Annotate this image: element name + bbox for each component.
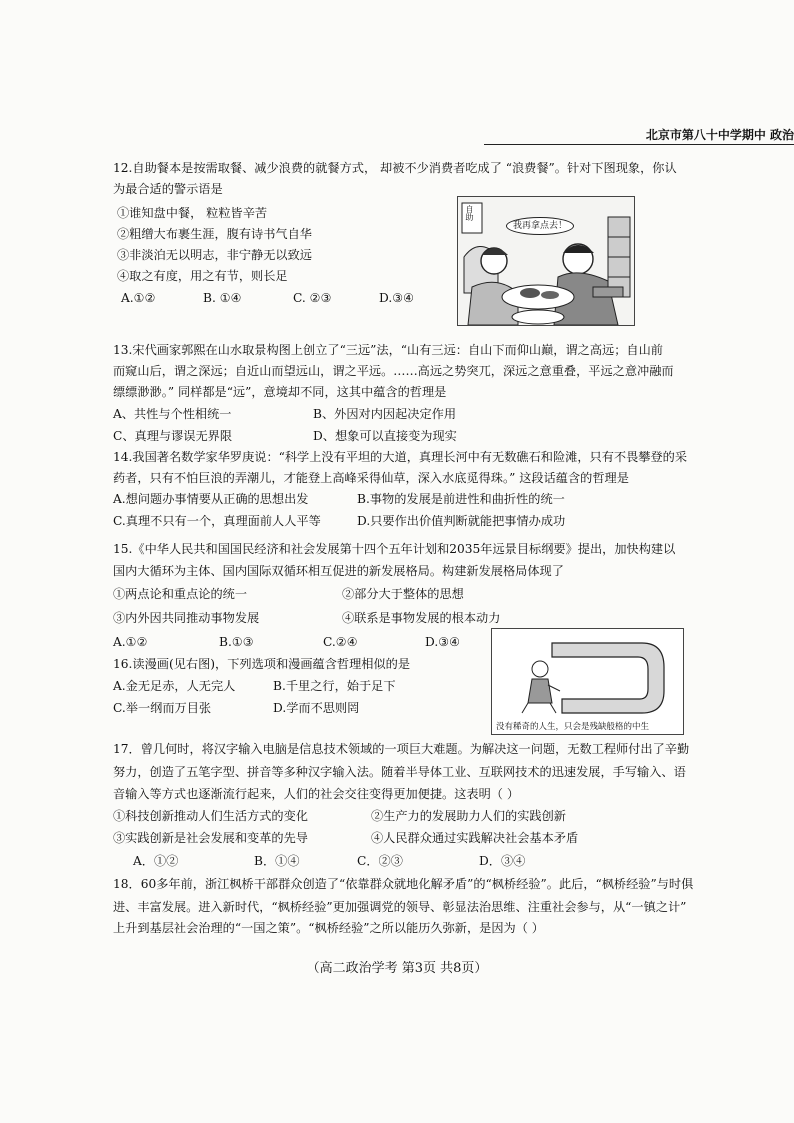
page-footer: （高二政治学考 第3页 共8页） [306, 961, 488, 976]
q12-item-3: ③非淡泊无以明志，非宁静无以致远 [117, 248, 312, 262]
speech-bubble: 我再拿点去！ [506, 217, 574, 235]
q17-stem-line-3: 音输入等方式也逐渐流行起来，人们的社会交往变得更加便捷。这表明（ ） [113, 787, 520, 801]
broken-ring-drawing [492, 629, 683, 721]
school-title: 北京市第八十中学期中 政治 [645, 128, 794, 142]
q17-item-4: ④人民群众通过实践解决社会基本矛盾 [371, 831, 579, 845]
q15-item-4: ④联系是事物发展的根本动力 [342, 611, 501, 625]
buffet-sign: 自助 [465, 205, 474, 221]
q15-stem-line-2: 国内大循环为主体、国内国际双循环相互促进的新发展格局。构建新发展格局体现了 [113, 564, 564, 578]
q15-item-3: ③内外因共同推动事物发展 [113, 611, 260, 625]
q15-option-b: B.①③ [219, 635, 254, 649]
cartoon-caption: 没有稀奇的人生，只会是残缺般格的中生 [496, 722, 650, 732]
q14-stem-line-1: 14.我国著名数学家华罗庚说：“科学上没有平坦的大道，真理长河中有无数礁石和险滩，只有不畏攀登的采 [113, 450, 688, 464]
q12-option-c: C. ②③ [293, 291, 332, 305]
q12-item-4: ④取之有度，用之有节，则长足 [117, 269, 288, 283]
q13-stem-line-1: 13.宋代画家郭熙在山水取景构图上创立了“三远”法，“山有三远：自山下而仰山巅，谓之高远；自山前 [113, 343, 663, 357]
q13-stem-line-2: 而窥山后，谓之深远；自近山而望远山，谓之平远。……高远之势突兀，深远之意重叠，平远之意冲融而 [113, 364, 674, 378]
q15-item-2: ②部分大于整体的思想 [342, 587, 464, 601]
q17-item-1: ①科技创新推动人们生活方式的变化 [113, 809, 308, 823]
q15-option-c: C.②④ [323, 635, 358, 649]
q12-item-2: ②粗缯大布裹生涯，腹有诗书气自华 [117, 227, 312, 241]
q14-option-c: C.真理不只有一个，真理面前人人平等 [113, 514, 321, 528]
q14-option-a: A.想问题办事情要从正确的思想出发 [113, 492, 309, 506]
q17-item-3: ③实践创新是社会发展和变革的先导 [113, 831, 308, 845]
q12-option-d: D.③④ [379, 291, 415, 305]
q14-stem-line-2: 药者，只有不怕巨浪的弄潮儿，才能登上高峰采得仙草，深入水底觅得珠。” 这段话蕴含的哲理是 [113, 471, 629, 485]
q18-stem-line-3: 上升到基层社会治理的“一国之策”。“枫桥经验”之所以能历久弥新，是因为（ ） [113, 921, 544, 935]
q18-stem-line-2: 进、丰富发展。进入新时代，“枫桥经验”更加强调党的领导、彰显法治思维、注重社会参与，从“一镇之计” [113, 900, 687, 914]
q14-option-b: B.事物的发展是前进性和曲折性的统一 [357, 492, 565, 506]
q16-stem: 16.读漫画(见右图)，下列选项和漫画蕴含哲理相似的是 [113, 657, 411, 671]
q13-option-c: C、真理与谬误无界限 [113, 429, 233, 443]
q17-stem-line-1: 17．曾几何时，将汉字输入电脑是信息技术领域的一项巨大难题。为解决这一问题，无数工程师付出了辛勤 [113, 742, 690, 756]
q17-stem-line-2: 努力，创造了五笔字型、拼音等多种汉字输入法。随着半导体工业、互联网技术的迅速发展，手写输入、语 [113, 765, 686, 779]
q15-option-a: A.①② [113, 635, 148, 649]
q16-option-a: A.金无足赤，人无完人 [113, 679, 236, 693]
broken-ring-cartoon [491, 628, 684, 735]
q14-option-d: D.只要作出价值判断就能把事情办成功 [357, 514, 566, 528]
q13-option-a: A、共性与个性相统一 [113, 407, 232, 421]
q15-stem-line-1: 15.《中华人民共和国国民经济和社会发展第十四个五年计划和2035年远景目标纲要》提出，加快构建以 [113, 542, 676, 556]
q13-stem-line-3: 缥缥渺渺。” 同样都是“远”，意境却不同，这其中蕴含的哲理是 [113, 385, 447, 399]
q17-option-b: B．①④ [254, 854, 300, 868]
q17-option-d: D．③④ [479, 854, 526, 868]
q16-option-c: C.举一纲而万目张 [113, 701, 212, 715]
q12-item-1: ①谁知盘中餐， 粒粒皆辛苦 [117, 206, 268, 220]
page-header [484, 126, 794, 145]
q15-option-d: D.③④ [425, 635, 461, 649]
q12-stem-line-2: 为最合适的警示语是 [113, 182, 223, 196]
q12-option-a: A.①② [121, 291, 156, 305]
q16-option-b: B.千里之行，始于足下 [273, 679, 396, 693]
q12-option-b: B. ①④ [203, 291, 242, 305]
q12-stem-line-1: 12.自助餐本是按需取餐、减少浪费的就餐方式， 却被不少消费者吃成了 “浪费餐”。针对下图现象，你认 [113, 161, 677, 175]
q15-item-1: ①两点论和重点论的统一 [113, 587, 248, 601]
q17-item-2: ②生产力的发展助力人们的实践创新 [371, 809, 566, 823]
buffet-cartoon [457, 196, 635, 326]
q17-option-c: C．②③ [357, 854, 403, 868]
q13-option-b: B、外因对内因起决定作用 [313, 407, 457, 421]
q18-stem-line-1: 18．60多年前，浙江枫桥干部群众创造了“依靠群众就地化解矛盾”的“枫桥经验”。此后，“枫桥经验”与时俱 [113, 877, 694, 891]
q16-option-d: D.学而不思则罔 [273, 701, 360, 715]
q13-option-d: D、想象可以直接变为现实 [313, 429, 457, 443]
q17-option-a: A．①② [133, 854, 179, 868]
